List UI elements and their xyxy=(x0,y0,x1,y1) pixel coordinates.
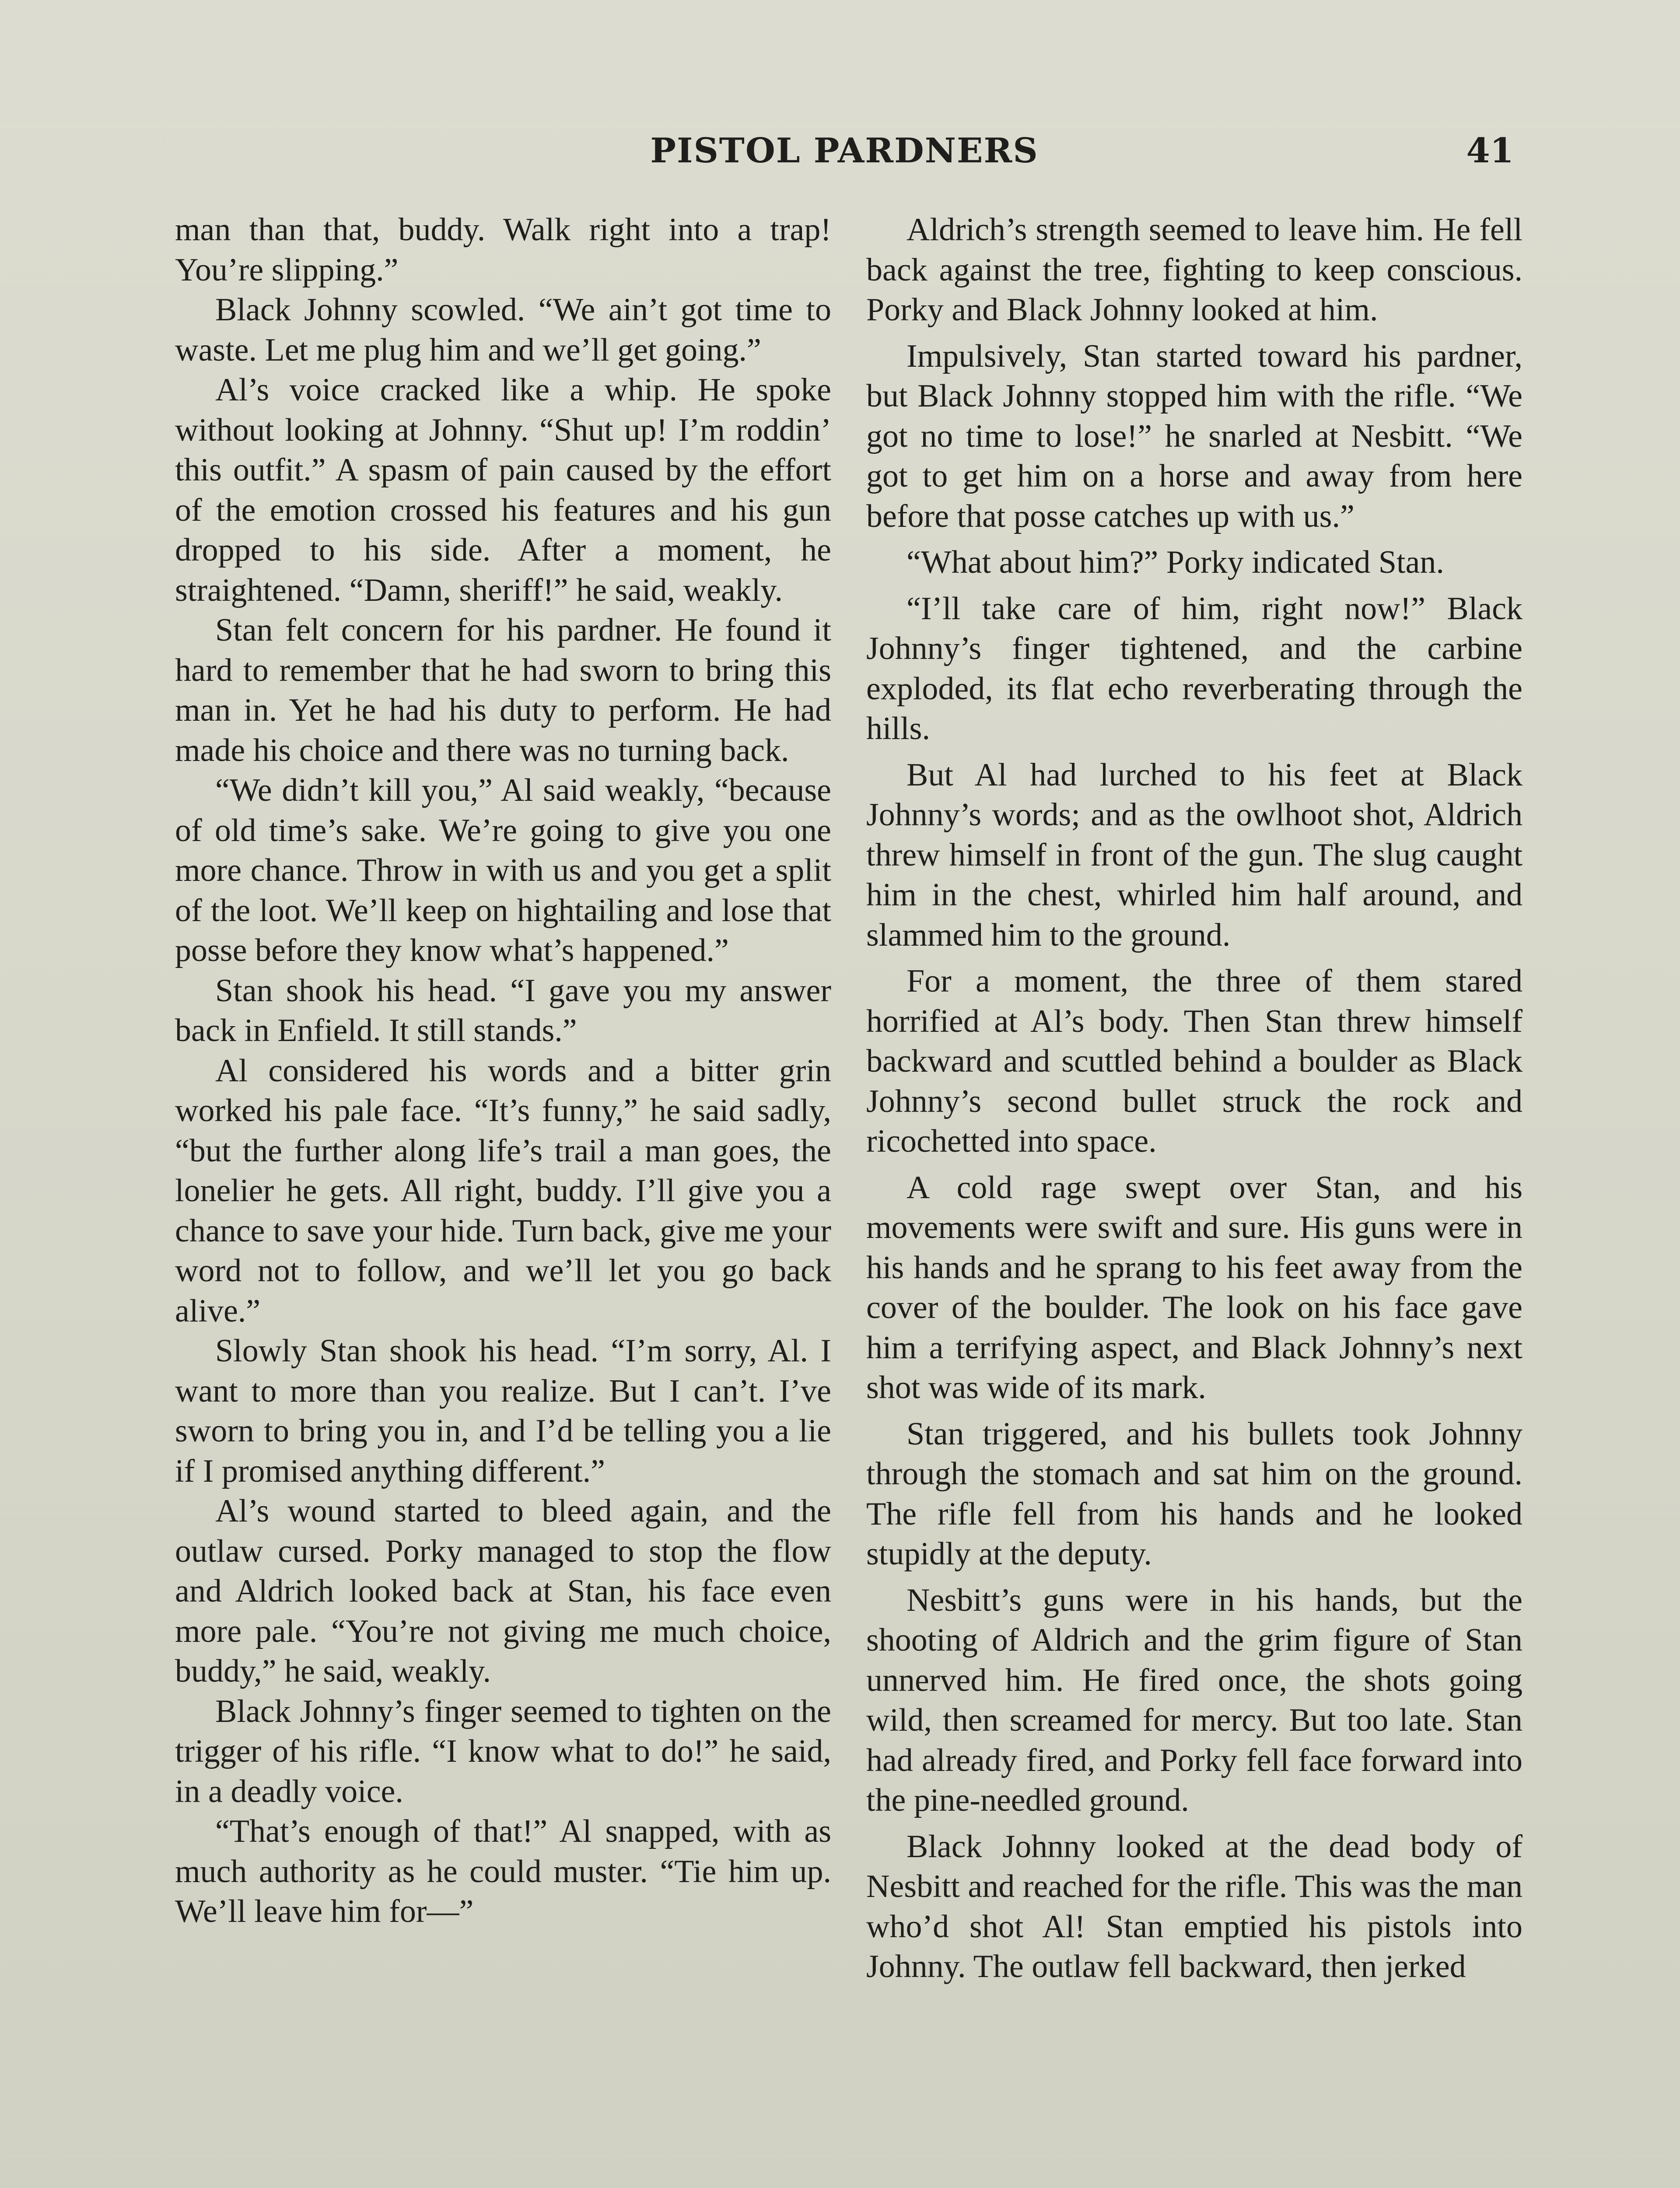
paragraph: Al’s wound started to bleed again, and the outlaw cursed. Porky managed to stop the flow and Aldrich looked back at Stan, his face even more pale. “You’re not giving me much choice, buddy,” he said, weakly. xyxy=(175,1493,831,1689)
paragraph: But Al had lurched to his feet at Black Johnny’s words; and as the owlhoot shot, Aldrich threw himself in front of the gun. The slug caught him in the chest, whirled him half around, and slammed him to the ground. xyxy=(866,757,1522,953)
paragraph: Al’s voice cracked like a whip. He spoke without looking at Johnny. “Shut up! I’m roddin’ this outfit.” A spasm of pain caused by the effort of the emotion crossed his features and his gun dropped to his side. After a moment, he straightened. “Damn, sheriff!” he said, weakly. xyxy=(175,372,831,608)
paragraph: “That’s enough of that!” Al snapped, with as much authority as he could muster. “Tie him up. We’ll leave him for—” xyxy=(175,1813,831,1929)
paragraph: Black Johnny’s finger seemed to tighten on the trigger of his rifle. “I know what to do!” he said, in a deadly voice. xyxy=(175,1693,831,1809)
paragraph: Stan triggered, and his bullets took Johnny through the stomach and sat him on the ground. The rifle fell from his hands and he looked stupidly at the deputy. xyxy=(866,1416,1522,1572)
page-number: 41 xyxy=(1466,131,1514,171)
paragraph: Black Johnny looked at the dead body of Nesbitt and reached for the rifle. This was the man who’d shot Al! Stan emptied his pistols into Johnny. The outlaw fell backward, then jerked xyxy=(866,1828,1522,1985)
paragraph: “What about him?” Porky indicated Stan. xyxy=(906,544,1444,580)
paragraph: Al considered his words and a bitter grin worked his pale face. “It’s funny,” he said sadly, “but the further along life’s trail a man goes, the lonelier he gets. All right, buddy. I’ll give you a chance to save your hide. Turn back, give me your word not to follow, and we’ll let you go back alive.” xyxy=(175,1052,831,1329)
paragraph: Stan felt concern for his pardner. He found it hard to remember that he had sworn to bring this man in. Yet he had his duty to perform. He had made his choice and there was no turning back. xyxy=(175,612,831,768)
paragraph: Aldrich’s strength seemed to leave him. He fell back against the tree, fighting to keep conscious. Porky and Black Johnny looked at him. xyxy=(866,212,1522,328)
left-column xyxy=(175,210,831,1932)
paragraph: “I’ll take care of him, right now!” Black Johnny’s finger tightened, and the carbine exploded, its flat echo reverberating through the hills. xyxy=(866,590,1522,747)
paragraph: “We didn’t kill you,” Al said weakly, “because of old time’s sake. We’re going to give you one more chance. Throw in with us and you get a split of the loot. We’ll keep on hightailing and lose that posse before they know what’s happened.” xyxy=(175,772,831,968)
paragraph: Slowly Stan shook his head. “I’m sorry, Al. I want to more than you realize. But I can’t. I’ve sworn to bring you in, and I’d be telling you a lie if I promised anything different.” xyxy=(175,1333,831,1489)
paragraph: Stan shook his head. “I gave you my answer back in Enfield. It still stands.” xyxy=(175,972,831,1048)
right-column xyxy=(866,210,1522,1987)
paragraph: Black Johnny scowled. “We ain’t got time to waste. Let me plug him and we’ll get going.” xyxy=(175,292,831,368)
paragraph: For a moment, the three of them stared horrified at Al’s body. Then Stan threw himself backward and scuttled behind a boulder as Black Johnny’s second bullet struck the rock and ricochetted into space. xyxy=(866,963,1522,1159)
paragraph: Nesbitt’s guns were in his hands, but the shooting of Aldrich and the grim figure of Stan unnerved him. He fired once, the shots going wild, then screamed for mercy. But too late. Stan had already fired, and Porky fell face forward into the pine-needled ground. xyxy=(866,1582,1522,1818)
page-header xyxy=(175,127,1514,175)
running-title: PISTOL PARDNERS xyxy=(650,131,1039,171)
paragraph: A cold rage swept over Stan, and his movements were swift and sure. His guns were in his hands and he sprang to his feet away from the cover of the boulder. The look on his face gave him a terrifying aspect, and Black Johnny’s next shot was wide of its mark. xyxy=(866,1169,1522,1406)
paragraph: man than that, buddy. Walk right into a trap! You’re slipping.” xyxy=(175,212,831,288)
paragraph: Impulsively, Stan started toward his pardner, but Black Johnny stopped him with the rifle. “We got no time to lose!” he snarled at Nesbitt. “We got to get him on a horse and away from here before that posse catches up with us.” xyxy=(866,338,1522,534)
